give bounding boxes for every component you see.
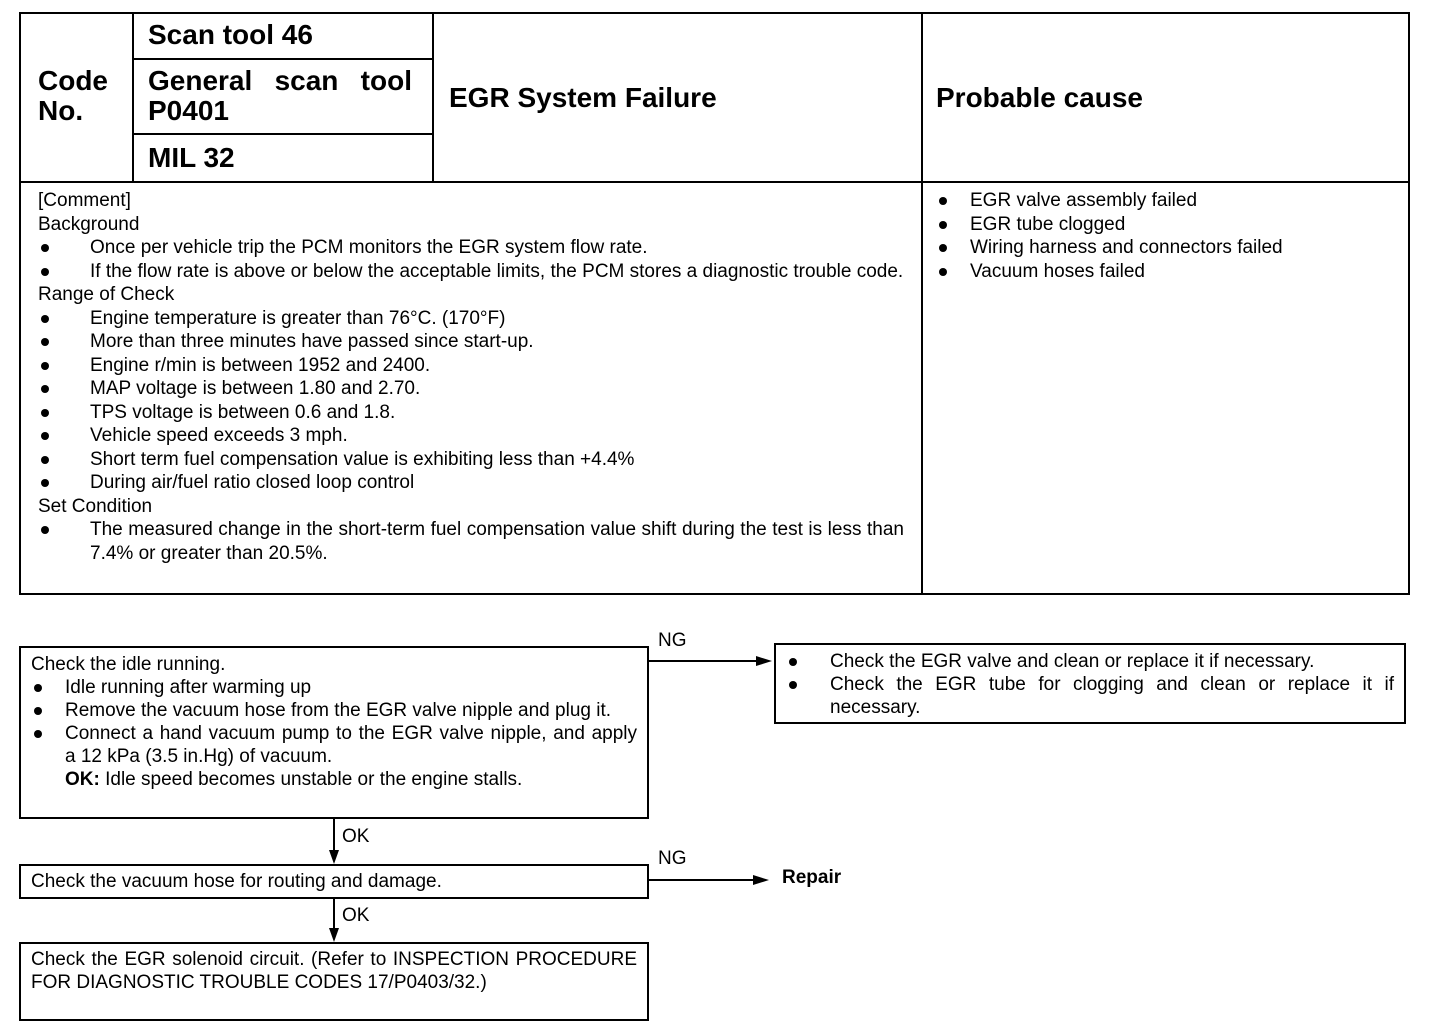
list-item: Idle running after warming up: [31, 676, 637, 699]
background-list: [38, 236, 904, 283]
ok-label: OK:: [65, 769, 100, 790]
ok1-label: OK: [342, 826, 370, 847]
set-condition-list: [38, 518, 904, 565]
step1-ng-label: NG: [658, 630, 687, 651]
step2-box: [19, 864, 649, 899]
list-item: Engine temperature is greater than 76°C. (170°F): [38, 307, 904, 331]
range-heading: Range of Check: [38, 284, 175, 305]
list-item: Short term fuel compensation value is exhibiting less than +4.4%: [38, 448, 904, 472]
step1-title: Check the idle running.: [31, 654, 226, 675]
comment-section: [38, 189, 904, 565]
list-item: TPS voltage is between 0.6 and 1.8.: [38, 401, 904, 425]
list-item: EGR valve assembly failed: [936, 189, 1396, 213]
comment-label: [Comment]: [38, 190, 131, 211]
step2-text: Check the vacuum hose for routing and damage.: [31, 871, 442, 892]
probable-cause-heading: Probable cause: [936, 82, 1143, 113]
list-item: Wiring harness and connectors failed: [936, 236, 1396, 260]
general-scan-tool-cell: General scan tool P0401: [148, 65, 412, 126]
scan-tool-cell: Scan tool 46: [148, 19, 313, 50]
range-list: [38, 307, 904, 495]
background-heading: Background: [38, 213, 140, 235]
list-item: More than three minutes have passed since start-up.: [38, 330, 904, 354]
list-item: MAP voltage is between 1.80 and 2.70.: [38, 377, 904, 401]
probable-cause-list: [936, 189, 1396, 283]
list-item: Engine r/min is between 1952 and 2400.: [38, 354, 904, 378]
list-item: Remove the vacuum hose from the EGR valve nipple and plug it.: [31, 699, 637, 722]
step1-ok-line: [31, 768, 637, 791]
step1-ng-box: [774, 643, 1406, 724]
step1-box: [19, 646, 649, 819]
mil-cell: MIL 32: [148, 142, 235, 173]
list-item: Check the EGR tube for clogging and clean or replace it if necessary.: [786, 673, 1394, 719]
list-item: If the flow rate is above or below the acceptable limits, the PCM stores a diagnostic trouble code.: [38, 260, 904, 284]
list-item: Once per vehicle trip the PCM monitors the EGR system flow rate.: [38, 236, 904, 260]
repair-result: Repair: [782, 867, 842, 888]
step3-box: [19, 942, 649, 1021]
page-title: EGR System Failure: [449, 82, 717, 113]
ok2-label: OK: [342, 905, 370, 926]
set-condition-heading: Set Condition: [38, 495, 153, 517]
list-item: Check the EGR valve and clean or replace it if necessary.: [786, 650, 1394, 673]
list-item: The measured change in the short-term fuel compensation value shift during the test is less than 7.4% or greater than 20.5%.: [38, 518, 904, 565]
ok-text: Idle speed becomes unstable or the engine stalls.: [105, 769, 523, 790]
list-item: During air/fuel ratio closed loop control: [38, 471, 904, 495]
list-item: Vehicle speed exceeds 3 mph.: [38, 424, 904, 448]
list-item: Connect a hand vacuum pump to the EGR valve nipple, and apply a 12 kPa (3.5 in.Hg) of vacuum.: [31, 722, 637, 768]
step3-text: Check the EGR solenoid circuit. (Refer to INSPECTION PROCEDURE FOR DIAGNOSTIC TROUBLE CODES 17/P0403/32.): [31, 949, 637, 993]
code-no-heading: Code No.: [38, 65, 108, 126]
list-item: Vacuum hoses failed: [936, 260, 1396, 284]
list-item: EGR tube clogged: [936, 213, 1396, 237]
step2-ng-label: NG: [658, 848, 687, 869]
